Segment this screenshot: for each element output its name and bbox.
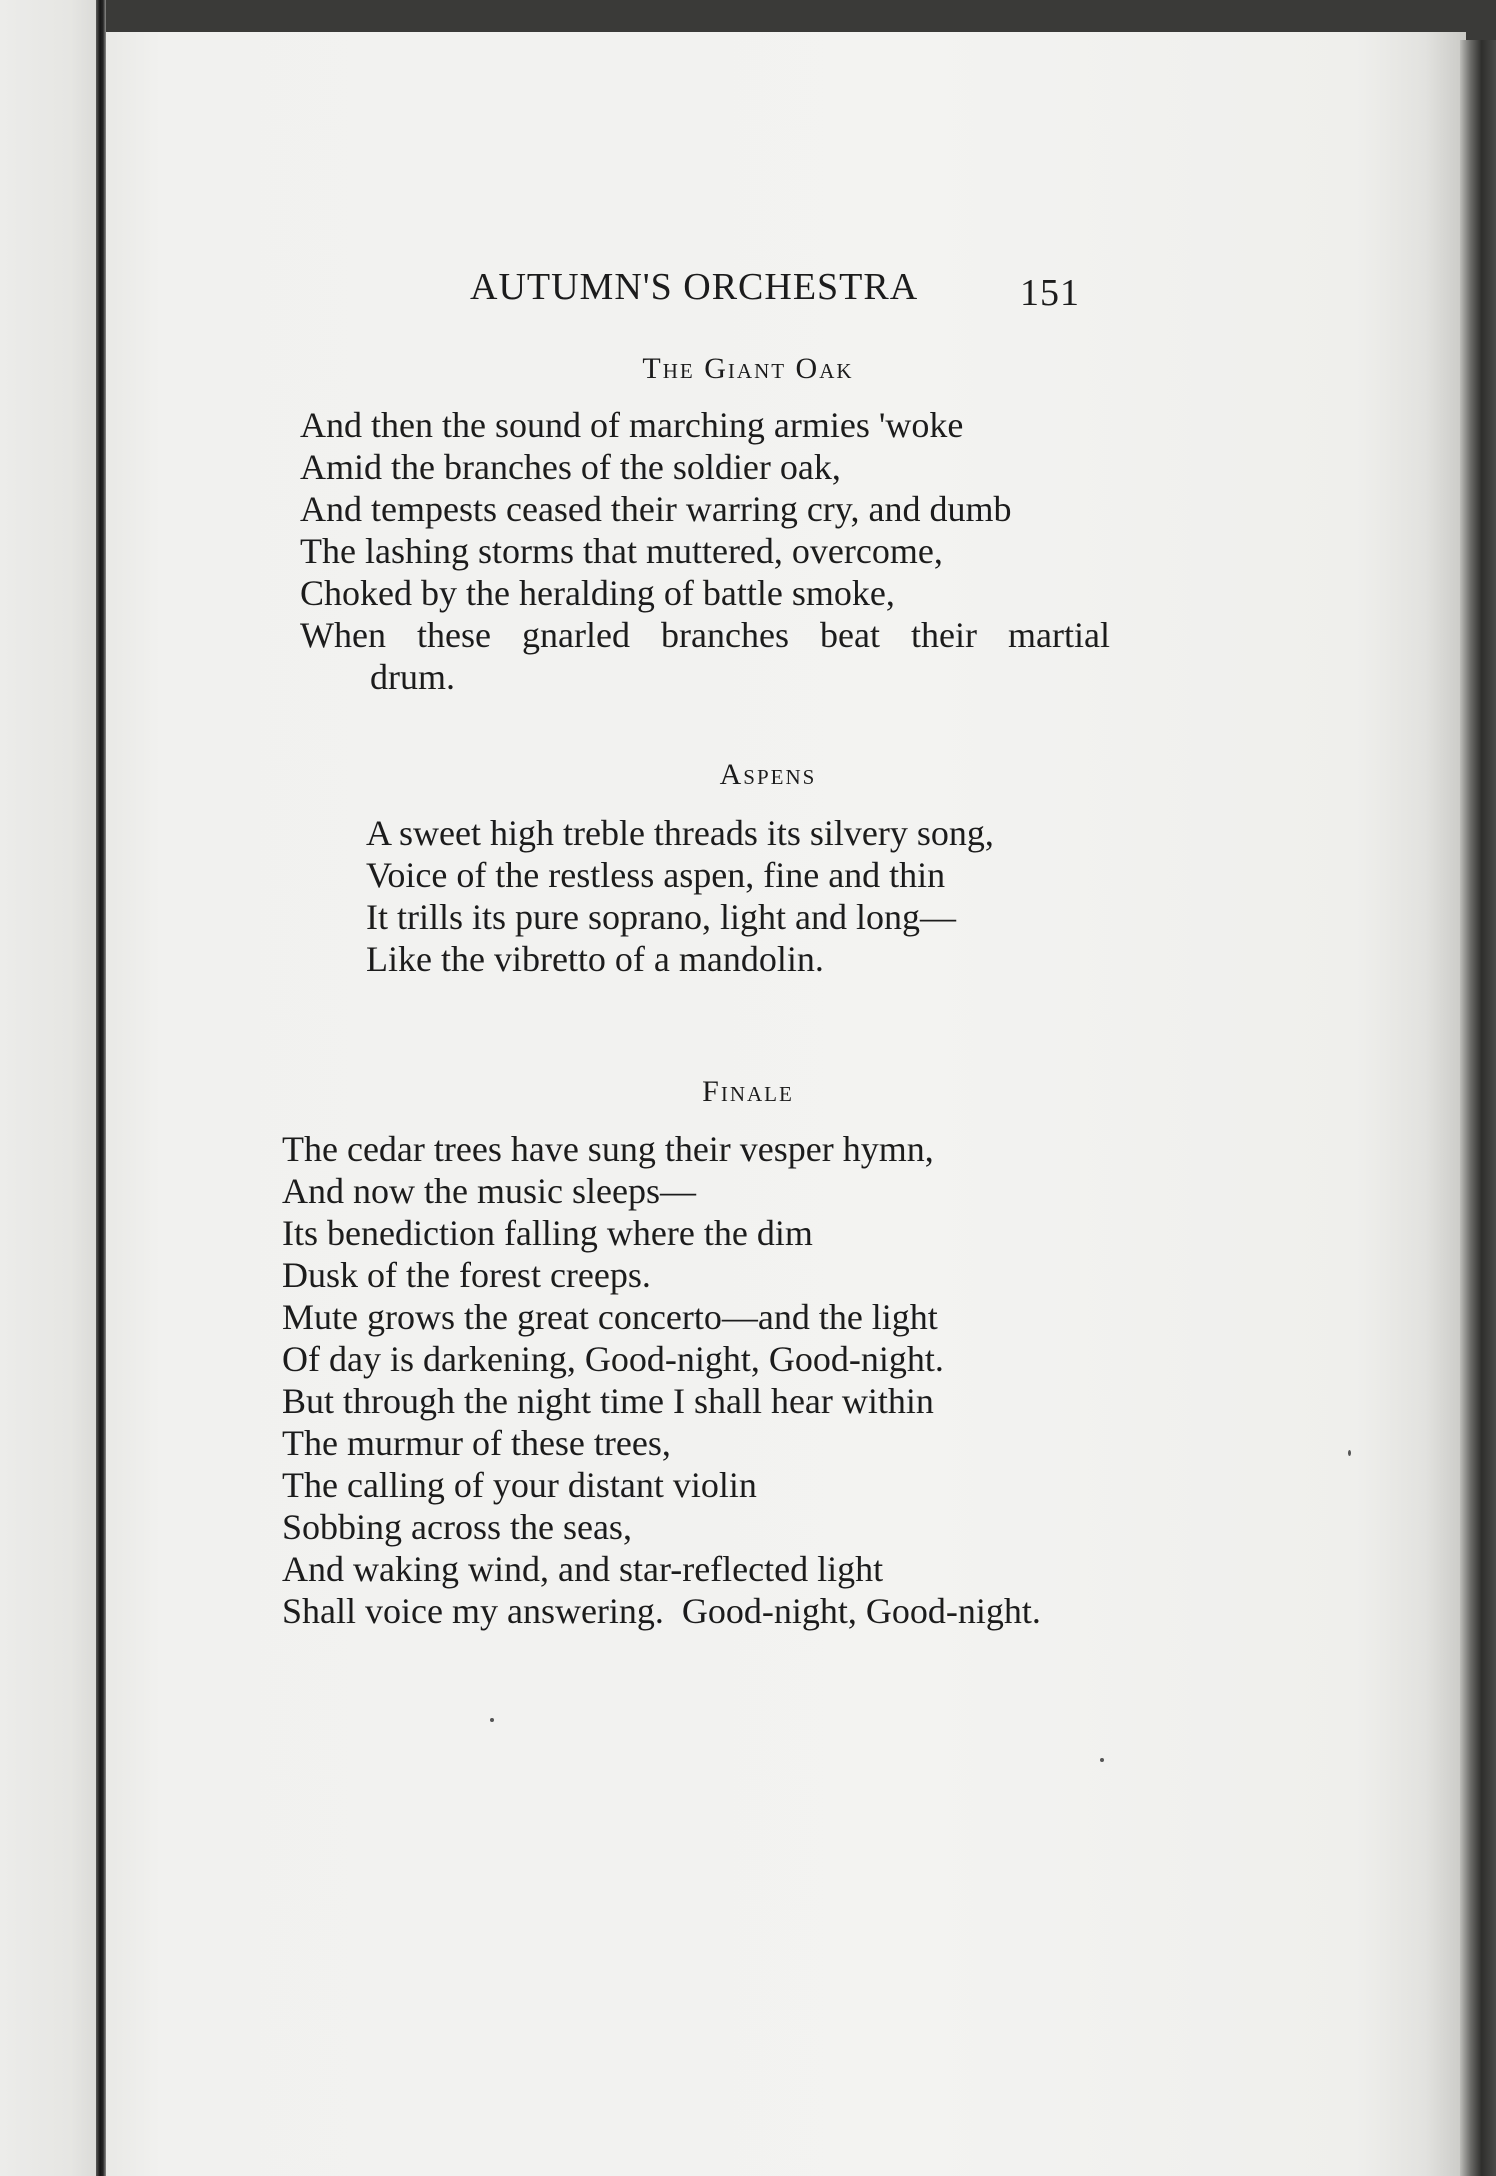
paper-speck [1100, 1758, 1104, 1762]
poem-line: Choked by the heralding of battle smoke, [300, 573, 895, 613]
stanza-giant-oak [300, 404, 1110, 698]
poem-line: And then the sound of marching armies 'woke [300, 405, 964, 445]
poem-line: Voice of the restless aspen, fine and thin [366, 855, 946, 895]
poem-line: Dusk of the forest creeps. [282, 1255, 651, 1295]
paper-speck [1348, 1450, 1351, 1456]
running-title: AUTUMN'S ORCHESTRA [470, 266, 919, 308]
poem-line: Amid the branches of the soldier oak, [300, 447, 841, 487]
poem-line-runover: drum. [370, 657, 455, 697]
poem-line: Shall voice my answering. Good-night, Good-night. [282, 1591, 1041, 1631]
section-title-giant-oak: The Giant Oak [642, 352, 854, 385]
poem-line: Its benediction falling where the dim [282, 1213, 813, 1253]
poem-line: Like the vibretto of a mandolin. [366, 939, 824, 979]
poem-line: The lashing storms that muttered, overcome, [300, 531, 943, 571]
poem-line: And now the music sleeps— [282, 1171, 696, 1211]
poem-line: The murmur of these trees, [282, 1423, 671, 1463]
stanza-finale [282, 1128, 1041, 1632]
poem-line: The cedar trees have sung their vesper hymn, [282, 1129, 934, 1169]
poem-line: A sweet high treble threads its silvery song, [366, 813, 994, 853]
poem-line: The calling of your distant violin [282, 1465, 757, 1505]
poem-line: And waking wind, and star-reflected light [282, 1549, 884, 1589]
poem-line: Mute grows the great concerto—and the light [282, 1297, 938, 1337]
poem-line: But through the night time I shall hear within [282, 1381, 934, 1421]
section-title-finale: Finale [702, 1075, 794, 1108]
poem-line: Sobbing across the seas, [282, 1507, 632, 1547]
poem-line: Of day is darkening, Good-night, Good-night. [282, 1339, 944, 1379]
page-number: 151 [1020, 272, 1080, 314]
paper-speck [490, 1718, 494, 1722]
section-title-aspens: Aspens [719, 758, 817, 791]
poem-line: And tempests ceased their warring cry, and dumb [300, 489, 1012, 529]
stanza-aspens [366, 812, 994, 980]
poem-line: When these gnarled branches beat their martial [300, 615, 1110, 655]
poem-line: It trills its pure soprano, light and long— [366, 897, 956, 937]
